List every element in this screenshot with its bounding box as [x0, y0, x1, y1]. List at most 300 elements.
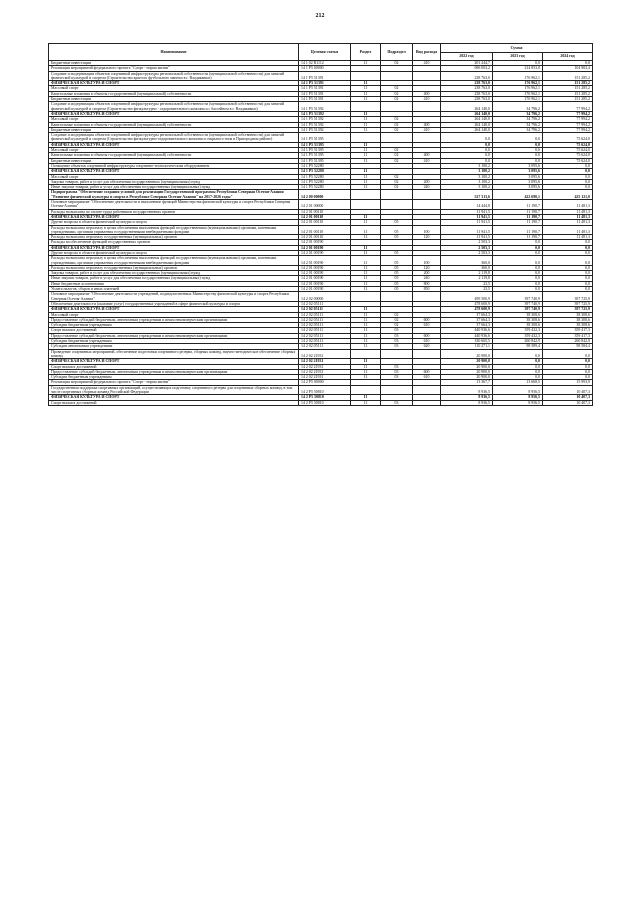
amount-2024: 0,0	[543, 287, 593, 292]
amount-2024: 98 584,4	[543, 344, 593, 349]
expense-type-code: 410	[413, 97, 441, 102]
section-code: 11	[351, 235, 381, 240]
section-code: 11	[351, 148, 381, 153]
section-code: 11	[351, 179, 381, 184]
amount-2024: 359 417,3	[543, 328, 593, 333]
header-subsection: Подраздел	[381, 44, 413, 61]
subsection-code: 05	[381, 281, 413, 286]
amount-2024: 77 994,2	[543, 127, 593, 132]
row-name: ФИЗИЧЕСКАЯ КУЛЬТУРА И СПОРТ	[49, 307, 299, 312]
amount-2023: 260 842,9	[493, 339, 543, 344]
subsection-code	[381, 133, 413, 143]
target-article: 14 2 01 00190	[299, 265, 351, 270]
amount-2024: 0,0	[543, 364, 593, 369]
subsection-code: 02	[381, 97, 413, 102]
target-article: 14 2 01 00190	[299, 240, 351, 245]
amount-2022: 201 244,7	[441, 61, 493, 66]
amount-2023: 397 740,9	[493, 307, 543, 312]
row-name: Капитальные вложения в объекты государственной (муниципальной) собственности	[49, 91, 299, 96]
amount-2022: 499 500,9	[441, 292, 493, 302]
amount-2022: 238 763,0	[441, 97, 493, 102]
target-article: 14 2 01 00190	[299, 245, 351, 250]
amount-2023: 0,0	[493, 142, 543, 147]
amount-2023: 422 690,1	[493, 190, 543, 200]
target-article: 14 1 P5 51395	[299, 158, 351, 163]
amount-2022: 0,0	[441, 133, 493, 143]
amount-2022: 3 100,2	[441, 185, 493, 190]
amount-2022: 360,0	[441, 265, 493, 270]
amount-2022: 20 900,0	[441, 369, 493, 374]
section-code: 11	[351, 333, 381, 338]
target-article: 14 2 P5 50810	[299, 395, 351, 400]
amount-2022: 11 941,5	[441, 235, 493, 240]
amount-2022: 20 900,0	[441, 349, 493, 359]
amount-2023: 176 962,1	[493, 81, 543, 86]
row-name: Иные закупки товаров, работ и услуг для обеспечения государственных (муниципальных) нужд	[49, 276, 299, 281]
row-name: Массовый спорт	[49, 86, 299, 91]
amount-2024: 38 308,6	[543, 323, 593, 328]
section-code: 11	[351, 312, 381, 317]
amount-2023: 0,0	[493, 276, 543, 281]
subsection-code: 05	[381, 220, 413, 225]
expense-type-code: 610	[413, 339, 441, 344]
amount-2023: 11 190,7	[493, 220, 543, 225]
table-row	[49, 190, 593, 200]
amount-2023: 3 095,6	[493, 185, 543, 190]
amount-2022: 330 665,5	[441, 339, 493, 344]
amount-2024: 77 994,2	[543, 102, 593, 112]
expense-type-code: 850	[413, 287, 441, 292]
amount-2023: 214 853,0	[493, 66, 543, 71]
section-code: 11	[351, 344, 381, 349]
amount-2023: 0,0	[493, 349, 543, 359]
amount-2023: 0,0	[493, 369, 543, 374]
amount-2022: 238 763,0	[441, 81, 493, 86]
amount-2022: 20 900,0	[441, 364, 493, 369]
header-year-2023: 2023 год	[493, 53, 543, 61]
table-row	[49, 133, 593, 143]
target-article: 14 2 P5 50810	[299, 400, 351, 405]
amount-2024: 425 121,0	[543, 190, 593, 200]
amount-2023: 34 796,2	[493, 122, 543, 127]
row-name: Расходы на выплаты персоналу в целях обеспечения выполнения функций государственными (муниципальными) органами, казенными учреждениями, органами управления государственными внебюджетными фондами	[49, 256, 299, 266]
amount-2024: 0,0	[543, 359, 593, 364]
target-article: 14 2 01 00110	[299, 220, 351, 225]
row-name: Субсидии бюджетным учреждениям	[49, 375, 299, 380]
target-article: 14 2 02 05111	[299, 333, 351, 338]
amount-2023: 0,0	[493, 133, 543, 143]
target-article: 14 2 02 05111	[299, 328, 351, 333]
expense-type-code: 400	[413, 91, 441, 96]
amount-2023: 34 796,2	[493, 117, 543, 122]
amount-2023: 0,0	[493, 256, 543, 266]
table-row	[49, 71, 593, 81]
amount-2023: 34 796,2	[493, 102, 543, 112]
amount-2022: 527 313,6	[441, 190, 493, 200]
target-article: 14 1 P5 51395	[299, 133, 351, 143]
section-code: 11	[351, 61, 381, 66]
amount-2022: 14 444,8	[441, 200, 493, 210]
target-article: 14 2 01 00190	[299, 276, 351, 281]
row-name: Расходы на обеспечение функций государственных органов	[49, 240, 299, 245]
subsection-code	[381, 102, 413, 112]
subsection-code: 03	[381, 375, 413, 380]
amount-2022: 37 664,3	[441, 323, 493, 328]
subsection-code: 02	[381, 153, 413, 158]
amount-2024: 0,0	[543, 250, 593, 255]
page-number: 212	[315, 13, 325, 19]
expense-type-code: 400	[413, 122, 441, 127]
subsection-code: 02	[381, 127, 413, 132]
section-code: 11	[351, 117, 381, 122]
row-name: ФИЗИЧЕСКАЯ КУЛЬТУРА И СПОРТ	[49, 214, 299, 219]
section-code: 11	[351, 287, 381, 292]
subsection-code	[381, 385, 413, 395]
amount-2023: 0,0	[493, 271, 543, 276]
expense-type-code: 600	[413, 333, 441, 338]
header-expense-type: Вид расхода	[413, 44, 441, 61]
amount-2023: 176 962,1	[493, 97, 543, 102]
amount-2022: 23,5	[441, 281, 493, 286]
amount-2022: 13 367,7	[441, 380, 493, 385]
section-code: 11	[351, 225, 381, 235]
amount-2023: 11 190,7	[493, 225, 543, 235]
amount-2024: 0,0	[543, 271, 593, 276]
expense-type-code: 120	[413, 265, 441, 270]
target-article: 14 1 P5 52280	[299, 174, 351, 179]
subsection-code: 05	[381, 235, 413, 240]
amount-2022: 110 271,1	[441, 344, 493, 349]
table-row	[49, 349, 593, 359]
amount-2022: 0,0	[441, 148, 493, 153]
expense-type-code: 600	[413, 317, 441, 322]
amount-2023: 38 308,6	[493, 317, 543, 322]
row-name: Реализация мероприятий федерального проекта "Спорт - норма жизни"	[49, 66, 299, 71]
amount-2023: 0,0	[493, 359, 543, 364]
amount-2023: 8 956,5	[493, 400, 543, 405]
target-article: 14 1 P5 51392	[299, 117, 351, 122]
expense-type-code	[413, 133, 441, 143]
row-name: Бюджетные инвестиции	[49, 97, 299, 102]
row-name: Бюджетные инвестиции	[49, 61, 299, 66]
amount-2023: 0,0	[493, 158, 543, 163]
row-name: ФИЗИЧЕСКАЯ КУЛЬТУРА И СПОРТ	[49, 169, 299, 174]
target-article: 14 2 02 05111	[299, 301, 351, 306]
section-code	[351, 102, 381, 112]
target-article: 14 1 P5 52280	[299, 169, 351, 174]
row-name: Расходы на выплаты персоналу в целях обеспечения выполнения функций государственными (муниципальными) органами, казенными учреждениями, органами управления государственными внебюджетными фондами	[49, 225, 299, 235]
section-code: 11	[351, 307, 381, 312]
expense-type-code: 400	[413, 153, 441, 158]
header-year-2024: 2024 год	[543, 53, 593, 61]
subsection-code: 02	[381, 86, 413, 91]
subsection-code	[381, 190, 413, 200]
amount-2022: 2 503,3	[441, 240, 493, 245]
target-article: 14 2 01 00190	[299, 287, 351, 292]
row-name: Бюджетные инвестиции	[49, 127, 299, 132]
expense-type-code: 610	[413, 323, 441, 328]
amount-2023: 98 589,4	[493, 344, 543, 349]
section-code: 11	[351, 339, 381, 344]
amount-2022: 23,5	[441, 287, 493, 292]
target-article: 14 2 01 00110	[299, 214, 351, 219]
amount-2024: 10 407,3	[543, 395, 593, 400]
section-code: 11	[351, 86, 381, 91]
table-row	[49, 400, 593, 405]
row-name: ФИЗИЧЕСКАЯ КУЛЬТУРА И СПОРТ	[49, 395, 299, 400]
target-article: 14 2 01 00190	[299, 256, 351, 266]
section-code: 11	[351, 97, 381, 102]
target-article: 14 1 P5 52280	[299, 163, 351, 168]
section-code: 11	[351, 111, 381, 116]
amount-2022: 11 941,5	[441, 220, 493, 225]
target-article: 14 1 P5 51392	[299, 127, 351, 132]
target-article: 14 2 02 21931	[299, 369, 351, 374]
section-code: 11	[351, 122, 381, 127]
subsection-code: 02	[381, 117, 413, 122]
row-name: Иные закупки товаров, работ и услуг для обеспечения государственных (муниципальных) нужд	[49, 185, 299, 190]
amount-2022: 8 936,5	[441, 400, 493, 405]
row-name: Создание и модернизация объектов спортивной инфраструктуры региональной собственности (муниципальной собственности) для занятий физической культурой и спортом (Строительство физкультурно-оздоровительного комплекса открытого типа в Пригородном районе)	[49, 133, 299, 143]
amount-2023: 0,0	[493, 364, 543, 369]
row-name: Предоставление субсидий бюджетным, автономным учреждениям и иным некоммерческим организациям	[49, 369, 299, 374]
amount-2024: 77 994,2	[543, 117, 593, 122]
amount-2024: 151 285,2	[543, 71, 593, 81]
subsection-code: 03	[381, 333, 413, 338]
amount-2024: 151 285,2	[543, 81, 593, 86]
amount-2024: 0,0	[543, 163, 593, 168]
amount-2024: 0,0	[543, 240, 593, 245]
amount-2023: 176 962,1	[493, 91, 543, 96]
amount-2022: 238 763,0	[441, 86, 493, 91]
amount-2024: 0,0	[543, 369, 593, 374]
amount-2022: 478 600,9	[441, 301, 493, 306]
amount-2023: 397 740,9	[493, 301, 543, 306]
subsection-code: 05	[381, 287, 413, 292]
row-name: Капитальные вложения в объекты государственной (муниципальной) собственности	[49, 153, 299, 158]
amount-2022: 264 140,0	[441, 102, 493, 112]
expense-type-code: 100	[413, 225, 441, 235]
amount-2024: 397 725,9	[543, 292, 593, 302]
subsection-code: 03	[381, 364, 413, 369]
amount-2022: 264 140,0	[441, 111, 493, 116]
row-name: ФИЗИЧЕСКАЯ КУЛЬТУРА И СПОРТ	[49, 81, 299, 86]
amount-2024: 11 481,3	[543, 235, 593, 240]
amount-2023: 38 308,6	[493, 312, 543, 317]
amount-2024: 0,0	[543, 276, 593, 281]
row-name: Спорт высших достижений	[49, 364, 299, 369]
amount-2024: 0,0	[543, 61, 593, 66]
expense-type-code	[413, 349, 441, 359]
section-code: 11	[351, 281, 381, 286]
subsection-code: 02	[381, 317, 413, 322]
section-code	[351, 190, 381, 200]
amount-2024: 75 624,0	[543, 158, 593, 163]
amount-2023: 13 668,5	[493, 380, 543, 385]
target-article: 14 2 02 05111	[299, 339, 351, 344]
amount-2023: 0,0	[493, 61, 543, 66]
target-article: 14 2 02 21931	[299, 349, 351, 359]
target-article: 14 2 01 00000	[299, 200, 351, 210]
row-name: Субсидии бюджетным учреждениям	[49, 323, 299, 328]
subsection-code: 02	[381, 174, 413, 179]
subsection-code: 05	[381, 225, 413, 235]
expense-type-code: 800	[413, 281, 441, 286]
amount-2023: 0,0	[493, 153, 543, 158]
amount-2024: 0,0	[543, 256, 593, 266]
expense-type-code: 620	[413, 344, 441, 349]
amount-2024: 151 285,2	[543, 91, 593, 96]
row-name: Проведение спортивных мероприятий, обеспечение подготовки спортивного резерва, сборных команд, научно-методическое обеспечение сборных команд	[49, 349, 299, 359]
amount-2023: 176 962,1	[493, 86, 543, 91]
row-name: Закупка товаров, работ и услуг для обеспечения государственных (муниципальных) нужд	[49, 179, 299, 184]
row-name: Расходы на выплаты по оплате труда работников государственных органов	[49, 209, 299, 214]
amount-2024: 0,0	[543, 349, 593, 359]
expense-type-code	[413, 292, 441, 302]
row-name: Предоставление субсидий бюджетным, автономным учреждениям и иным некоммерческим организациям	[49, 333, 299, 338]
amount-2023: 3 095,6	[493, 169, 543, 174]
amount-2024: 11 481,3	[543, 220, 593, 225]
section-code: 11	[351, 256, 381, 266]
target-article: 14 2 02 05111	[299, 312, 351, 317]
amount-2024: 0,0	[543, 169, 593, 174]
section-code: 11	[351, 127, 381, 132]
amount-2024: 0,0	[543, 375, 593, 380]
amount-2023: 359 432,3	[493, 333, 543, 338]
row-name: Оснащение объектов спортивной инфраструктуры спортивно-технологическим оборудованием	[49, 163, 299, 168]
amount-2024: 11 481,3	[543, 225, 593, 235]
amount-2023: 397 740,9	[493, 292, 543, 302]
row-name: Создание и модернизация объектов спортивной инфраструктуры региональной собственности (муниципальной собственности) для занятий физической культурой и спортом (Строительство физкультурно - оздоровительного комплекса с бассейном в г. Владикавказ)	[49, 102, 299, 112]
row-name: Субсидии бюджетным учреждениям	[49, 339, 299, 344]
subsection-code: 02	[381, 185, 413, 190]
section-code: 11	[351, 323, 381, 328]
target-article: 14 2 00 00000	[299, 190, 351, 200]
expense-type-code: 410	[413, 158, 441, 163]
amount-2024: 0,0	[543, 185, 593, 190]
expense-type-code: 240	[413, 185, 441, 190]
amount-2024: 397 725,9	[543, 307, 593, 312]
target-article: 14 2 02 21931	[299, 359, 351, 364]
target-article: 14 2 02 05111	[299, 317, 351, 322]
row-name: Массовый спорт	[49, 148, 299, 153]
section-code: 11	[351, 359, 381, 364]
section-code: 11	[351, 220, 381, 225]
target-article: 14 1 P5 51391	[299, 71, 351, 81]
expense-type-code: 200	[413, 271, 441, 276]
row-name: ФИЗИЧЕСКАЯ КУЛЬТУРА И СПОРТ	[49, 142, 299, 147]
expense-type-code	[413, 200, 441, 210]
row-name: Реализация мероприятий федерального проекта "Спорт - норма жизни"	[49, 380, 299, 385]
amount-2022: 37 664,3	[441, 312, 493, 317]
amount-2022: 696 003,2	[441, 66, 493, 71]
section-code	[351, 349, 381, 359]
expense-type-code: 200	[413, 179, 441, 184]
amount-2024: 397 725,9	[543, 301, 593, 306]
target-article: 14 1 P5 51391	[299, 91, 351, 96]
amount-2023: 11 190,7	[493, 200, 543, 210]
target-article: 14 2 02 00000	[299, 292, 351, 302]
amount-2022: 2 119,8	[441, 271, 493, 276]
amount-2022: 11 941,5	[441, 225, 493, 235]
target-article: 14 2 02 05111	[299, 344, 351, 349]
section-code: 11	[351, 158, 381, 163]
amount-2024: 38 308,6	[543, 312, 593, 317]
budget-table	[48, 43, 593, 406]
target-article: 14 2 01 00110	[299, 209, 351, 214]
section-code: 11	[351, 364, 381, 369]
expense-type-code: 120	[413, 235, 441, 240]
subsection-code	[381, 292, 413, 302]
target-article: 14 1 P5 51392	[299, 102, 351, 112]
amount-2024: 104 903,4	[543, 66, 593, 71]
target-article: 14 1 P5 51391	[299, 97, 351, 102]
amount-2023: 8 956,5	[493, 385, 543, 395]
section-code: 11	[351, 250, 381, 255]
amount-2023: 8 956,5	[493, 395, 543, 400]
row-name: Массовый спорт	[49, 174, 299, 179]
row-name: Обеспечение деятельности (оказание услуг) государственных учреждений в сфере физической культуры и спорта	[49, 301, 299, 306]
target-article: 14 1 P5 51391	[299, 86, 351, 91]
table-row	[49, 385, 593, 395]
subsection-code: 03	[381, 369, 413, 374]
amount-2022: 238 763,0	[441, 91, 493, 96]
section-code: 11	[351, 375, 381, 380]
amount-2023: 0,0	[493, 281, 543, 286]
table-row	[49, 256, 593, 266]
amount-2022: 0,0	[441, 142, 493, 147]
section-code: 11	[351, 169, 381, 174]
amount-2024: 75 624,0	[543, 153, 593, 158]
amount-2024: 11 481,3	[543, 214, 593, 219]
amount-2023: 11 190,7	[493, 209, 543, 214]
amount-2024: 11 481,3	[543, 209, 593, 214]
target-article: 14 1 P5 00000	[299, 66, 351, 71]
target-article: 14 1 P5 51391	[299, 81, 351, 86]
target-article: 14 2 02 21931	[299, 375, 351, 380]
amount-2022: 20 900,0	[441, 359, 493, 364]
table-row	[49, 102, 593, 112]
amount-2024: 0,0	[543, 174, 593, 179]
row-name: Спорт высших достижений	[49, 328, 299, 333]
section-code: 11	[351, 81, 381, 86]
header-name: Наименование	[49, 44, 299, 61]
target-article: 14 1 P5 51392	[299, 122, 351, 127]
subsection-code: 02	[381, 158, 413, 163]
amount-2023: 176 962,1	[493, 71, 543, 81]
row-name: Бюджетные инвестиции	[49, 158, 299, 163]
amount-2023: 34 796,2	[493, 127, 543, 132]
table-row	[49, 292, 593, 302]
amount-2024: 15 993,9	[543, 380, 593, 385]
amount-2022: 3 100,2	[441, 179, 493, 184]
amount-2024: 0,0	[543, 245, 593, 250]
subsection-code: 02	[381, 148, 413, 153]
amount-2022: 3 100,2	[441, 174, 493, 179]
section-code: 11	[351, 395, 381, 400]
subsection-code: 05	[381, 265, 413, 270]
amount-2024: 77 994,2	[543, 111, 593, 116]
target-article: 14 1 P5 51395	[299, 153, 351, 158]
target-article: 14 1 P5 51395	[299, 148, 351, 153]
row-name: Расходы на выплаты персоналу государственных (муниципальных) органов	[49, 265, 299, 270]
section-code: 11	[351, 271, 381, 276]
subsection-code: 05	[381, 250, 413, 255]
row-name: Спорт высших достижений	[49, 400, 299, 405]
section-code: 11	[351, 91, 381, 96]
expense-type-code: 100	[413, 256, 441, 266]
target-article: 14 2 02 05111	[299, 323, 351, 328]
